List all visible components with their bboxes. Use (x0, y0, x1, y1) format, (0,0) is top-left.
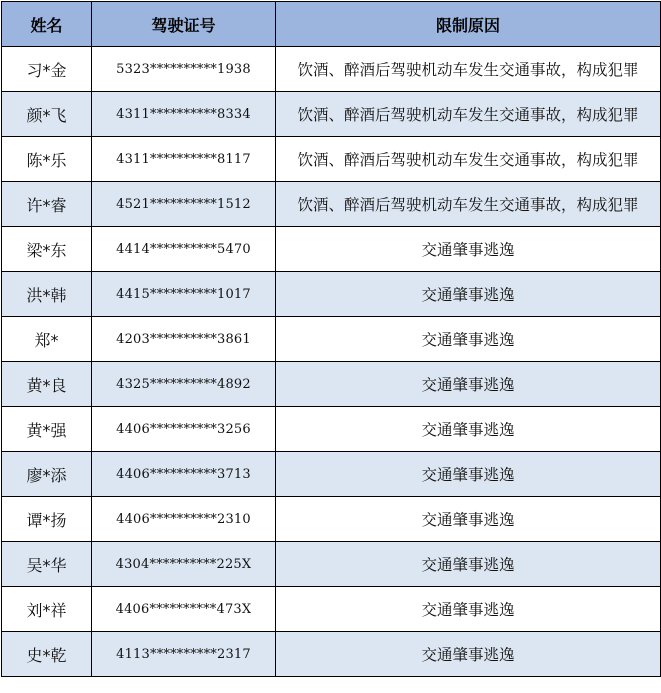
header-reason: 限制原因 (276, 2, 661, 47)
cell-license: 4406**********473X (92, 587, 276, 632)
cell-reason: 饮酒、醉酒后驾驶机动车发生交通事故，构成犯罪 (276, 47, 661, 92)
cell-name: 吴*华 (2, 542, 92, 587)
table-row (2, 47, 661, 92)
cell-name: 陈*乐 (2, 137, 92, 182)
cell-license: 4406**********3256 (92, 407, 276, 452)
table-row (2, 227, 661, 272)
cell-name: 许*睿 (2, 182, 92, 227)
cell-license: 4415**********1017 (92, 272, 276, 317)
cell-reason: 交通肇事逃逸 (276, 542, 661, 587)
cell-license: 4311**********8334 (92, 92, 276, 137)
restriction-table (1, 1, 661, 677)
cell-reason: 交通肇事逃逸 (276, 317, 661, 362)
cell-license: 4325**********4892 (92, 362, 276, 407)
table-row (2, 587, 661, 632)
table-row (2, 407, 661, 452)
cell-name: 廖*添 (2, 452, 92, 497)
table-row (2, 137, 661, 182)
cell-reason: 交通肇事逃逸 (276, 632, 661, 677)
table-body (2, 47, 661, 677)
cell-name: 习*金 (2, 47, 92, 92)
cell-name: 刘*祥 (2, 587, 92, 632)
cell-reason: 交通肇事逃逸 (276, 407, 661, 452)
table-row (2, 542, 661, 587)
cell-reason: 交通肇事逃逸 (276, 452, 661, 497)
cell-reason: 交通肇事逃逸 (276, 497, 661, 542)
table-row (2, 182, 661, 227)
cell-reason: 交通肇事逃逸 (276, 587, 661, 632)
cell-reason: 交通肇事逃逸 (276, 362, 661, 407)
cell-reason: 交通肇事逃逸 (276, 272, 661, 317)
cell-license: 5323**********1938 (92, 47, 276, 92)
cell-license: 4414**********5470 (92, 227, 276, 272)
table-header (2, 2, 661, 47)
table-row (2, 362, 661, 407)
table-row (2, 317, 661, 362)
cell-license: 4113**********2317 (92, 632, 276, 677)
cell-reason: 饮酒、醉酒后驾驶机动车发生交通事故，构成犯罪 (276, 92, 661, 137)
cell-name: 颜*飞 (2, 92, 92, 137)
cell-name: 黄*良 (2, 362, 92, 407)
header-name: 姓名 (2, 2, 92, 47)
cell-license: 4311**********8117 (92, 137, 276, 182)
cell-name: 洪*韩 (2, 272, 92, 317)
cell-license: 4203**********3861 (92, 317, 276, 362)
cell-name: 黄*强 (2, 407, 92, 452)
cell-name: 梁*东 (2, 227, 92, 272)
cell-reason: 交通肇事逃逸 (276, 227, 661, 272)
cell-license: 4521**********1512 (92, 182, 276, 227)
table-row (2, 272, 661, 317)
cell-license: 4406**********2310 (92, 497, 276, 542)
cell-name: 郑* (2, 317, 92, 362)
cell-license: 4304**********225X (92, 542, 276, 587)
table-row (2, 632, 661, 677)
header-license: 驾驶证号 (92, 2, 276, 47)
table-row (2, 452, 661, 497)
cell-name: 谭*扬 (2, 497, 92, 542)
cell-reason: 饮酒、醉酒后驾驶机动车发生交通事故，构成犯罪 (276, 137, 661, 182)
cell-license: 4406**********3713 (92, 452, 276, 497)
cell-name: 史*乾 (2, 632, 92, 677)
header-row (2, 2, 661, 47)
cell-reason: 饮酒、醉酒后驾驶机动车发生交通事故，构成犯罪 (276, 182, 661, 227)
table-row (2, 92, 661, 137)
table-row (2, 497, 661, 542)
